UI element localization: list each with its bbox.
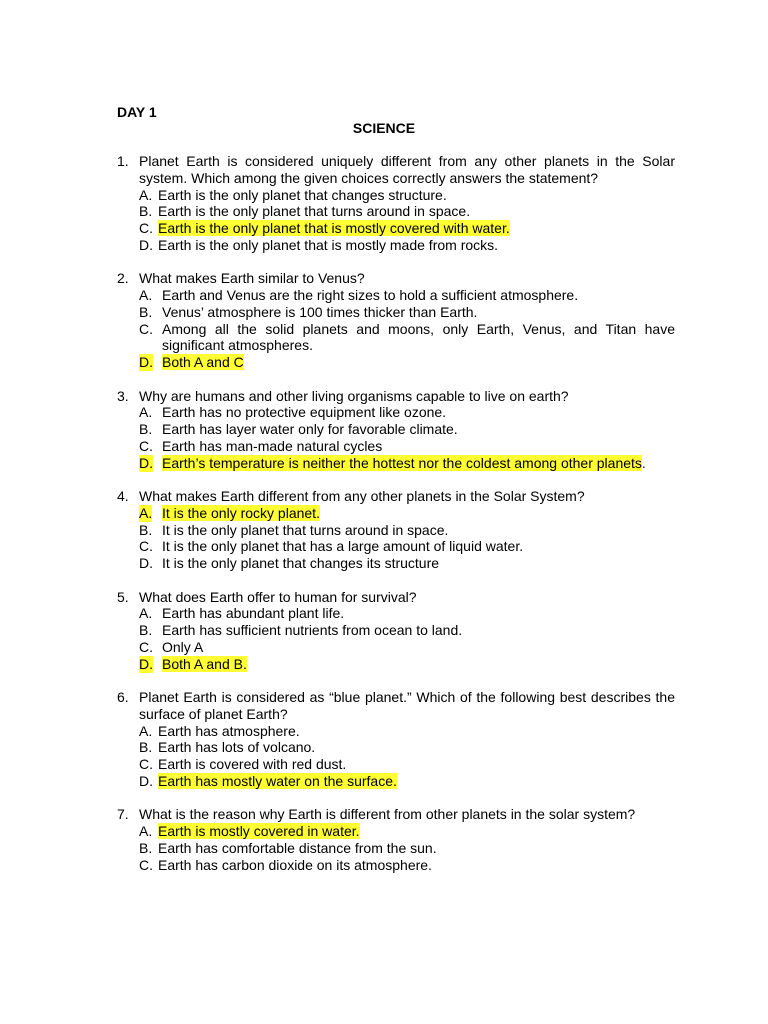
answer-option — [139, 639, 675, 656]
highlighted-answer-text: It is the only rocky planet. — [162, 504, 320, 521]
question-number: 3. — [117, 387, 129, 404]
option-letter: D. — [139, 454, 153, 471]
subject-title: SCIENCE — [352, 120, 416, 136]
highlighted-answer-text: Earth has mostly water on the surface. — [158, 773, 397, 789]
answer-option — [139, 522, 675, 539]
option-text: Among all the solid planets and moons, only Earth, Venus, and Titan have significant atmospheres. — [162, 320, 675, 354]
highlighted-answer-text: Earth’s temperature is neither the hottest nor the coldest among other planets — [162, 454, 642, 471]
option-letter: C. — [139, 220, 153, 237]
question-1 — [117, 153, 675, 254]
answer-option — [139, 605, 675, 622]
question-list — [117, 153, 675, 890]
answer-option — [139, 321, 675, 355]
option-text: Earth has abundant plant life. — [162, 605, 345, 622]
highlighted-answer-text: Both A and C — [162, 354, 244, 371]
option-text: It is the only planet that turns around in space. — [162, 521, 449, 538]
question-number: 4. — [117, 488, 129, 505]
answer-option — [139, 555, 675, 572]
answer-option-highlighted — [139, 773, 675, 790]
option-letter: D. — [139, 655, 153, 672]
option-text: Earth is covered with red dust. — [158, 756, 347, 773]
answer-option — [139, 756, 675, 773]
answer-option — [139, 304, 675, 321]
question-3 — [117, 388, 675, 472]
option-letter: B. — [139, 839, 153, 856]
option-letter: B. — [139, 203, 153, 220]
option-text: Earth is the only planet that turns around in space. — [158, 203, 471, 220]
option-letter: B. — [139, 622, 153, 639]
answer-option — [139, 723, 675, 740]
answer-option — [139, 622, 675, 639]
answer-option-highlighted — [139, 455, 675, 472]
answer-option — [139, 237, 675, 254]
option-suffix: . — [641, 454, 646, 471]
option-letter: B. — [139, 421, 153, 438]
option-letter: D. — [139, 236, 153, 253]
option-letter: C. — [139, 538, 153, 555]
question-text: Planet Earth is considered as “blue planet.” Which of the following best describes the surface of planet Earth? — [139, 689, 675, 722]
option-text: Earth has sufficient nutrients from ocean to land. — [162, 622, 463, 639]
highlighted-answer-text: Both A and B. — [162, 655, 247, 672]
answer-option — [139, 857, 675, 874]
option-letter: C. — [139, 437, 153, 454]
answer-option-highlighted — [139, 656, 675, 673]
option-text: Earth has man-made natural cycles — [162, 437, 383, 454]
question-number: 1. — [117, 153, 129, 169]
highlighted-answer-text: Earth is the only planet that is mostly covered with water. — [158, 220, 510, 237]
highlighted-answer-text: Earth is mostly covered in water. — [158, 823, 360, 840]
option-letter: A. — [139, 404, 153, 421]
option-letter: D. — [139, 555, 153, 572]
option-text: Earth has comfortable distance from the sun. — [158, 839, 437, 856]
option-letter: A. — [139, 287, 153, 304]
question-5 — [117, 589, 675, 673]
answer-option-highlighted — [139, 220, 675, 237]
question-number: 6. — [117, 689, 129, 706]
question-text: What makes Earth similar to Venus? — [139, 270, 365, 287]
question-text: Why are humans and other living organisms capable to live on earth? — [139, 387, 569, 404]
question-text: Planet Earth is considered uniquely different from any other planets in the Solar system. Which among the given choices correctly answers the statement? — [139, 153, 675, 186]
answer-option — [139, 187, 675, 204]
option-text: Earth has layer water only for favorable climate. — [162, 421, 458, 438]
answer-option-highlighted — [139, 823, 675, 840]
question-text: What does Earth offer to human for survival? — [139, 588, 417, 605]
question-number: 2. — [117, 270, 129, 287]
option-letter: A. — [139, 504, 153, 521]
option-text: Only A — [162, 638, 204, 655]
question-7 — [117, 806, 675, 873]
option-letter: C. — [139, 320, 153, 337]
answer-option-highlighted — [139, 505, 675, 522]
option-letter: B. — [139, 521, 153, 538]
option-text: Earth is the only planet that is mostly made from rocks. — [158, 236, 499, 253]
answer-option-highlighted — [139, 354, 675, 371]
option-letter: A. — [139, 605, 153, 622]
option-text: Earth has carbon dioxide on its atmosphere. — [158, 856, 432, 873]
option-letter: B. — [139, 739, 153, 756]
option-text: Earth is the only planet that changes structure. — [158, 186, 447, 203]
option-letter: D. — [139, 354, 153, 371]
option-text: It is the only planet that changes its structure — [162, 555, 440, 572]
option-letter: C. — [139, 856, 153, 873]
option-text: It is the only planet that has a large amount of liquid water. — [162, 538, 524, 555]
question-4 — [117, 488, 675, 572]
option-letter: C. — [139, 756, 153, 773]
option-letter: C. — [139, 638, 153, 655]
question-number: 7. — [117, 806, 129, 823]
answer-option — [139, 421, 675, 438]
option-text: Earth has lots of volcano. — [158, 739, 316, 756]
answer-option — [139, 287, 675, 304]
answer-option — [139, 438, 675, 455]
option-letter: A. — [139, 823, 153, 840]
answer-option — [139, 538, 675, 555]
option-letter: A. — [139, 186, 153, 203]
option-text: Earth has atmosphere. — [158, 722, 300, 739]
question-text: What makes Earth different from any other planets in the Solar System? — [139, 488, 585, 505]
answer-option — [139, 739, 675, 756]
option-letter: B. — [139, 303, 153, 320]
question-2 — [117, 270, 675, 371]
day-heading: DAY 1 — [117, 104, 157, 120]
answer-option — [139, 840, 675, 857]
question-6 — [117, 689, 675, 790]
option-letter: D. — [139, 773, 153, 789]
question-text: What is the reason why Earth is different from other planets in the solar system? — [139, 806, 636, 823]
answer-option — [139, 404, 675, 421]
option-text: Earth has no protective equipment like ozone. — [162, 404, 447, 421]
answer-option — [139, 203, 675, 220]
question-number: 5. — [117, 588, 129, 605]
option-text: Earth and Venus are the right sizes to hold a sufficient atmosphere. — [162, 287, 579, 304]
option-text: Venus’ atmosphere is 100 times thicker than Earth. — [162, 303, 478, 320]
option-letter: A. — [139, 722, 153, 739]
